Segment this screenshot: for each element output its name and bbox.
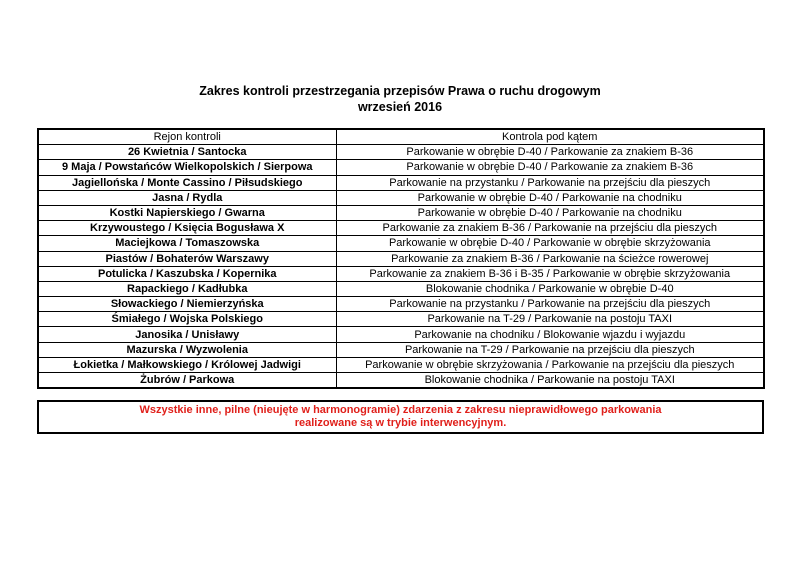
table-row (38, 266, 764, 281)
intervention-notice-box (37, 400, 764, 434)
control-cell: Parkowanie na T-29 / Parkowanie na postoju TAXI (336, 312, 764, 327)
area-cell: Śmiałego / Wojska Polskiego (38, 312, 336, 327)
area-cell: Kostki Napierskiego / Gwarna (38, 205, 336, 220)
table-row (38, 327, 764, 342)
control-cell: Parkowanie na T-29 / Parkowanie na przejściu dla pieszych (336, 342, 764, 357)
control-cell: Parkowanie na przystanku / Parkowanie na przejściu dla pieszych (336, 297, 764, 312)
area-cell: Łokietka / Małkowskiego / Królowej Jadwigi (38, 357, 336, 372)
area-cell: Piastów / Bohaterów Warszawy (38, 251, 336, 266)
control-schedule-table (37, 128, 765, 389)
area-cell: 9 Maja / Powstańców Wielkopolskich / Sierpowa (38, 160, 336, 175)
area-cell: Jagiellońska / Monte Cassino / Piłsudskiego (38, 175, 336, 190)
header-area: Rejon kontroli (38, 129, 336, 145)
table-row (38, 342, 764, 357)
notice-line-2: realizowane są w trybie interwencyjnym. (294, 417, 507, 429)
control-cell: Parkowanie na chodniku / Blokowanie wjazdu i wyjazdu (336, 327, 764, 342)
control-cell: Blokowanie chodnika / Parkowanie na postoju TAXI (336, 373, 764, 389)
area-cell: 26 Kwietnia / Santocka (38, 145, 336, 160)
area-cell: Potulicka / Kaszubska / Kopernika (38, 266, 336, 281)
table-row (38, 312, 764, 327)
table-row (38, 221, 764, 236)
area-cell: Słowackiego / Niemierzyńska (38, 297, 336, 312)
table-row (38, 357, 764, 372)
table-row (38, 281, 764, 296)
control-cell: Parkowanie w obrębie D-40 / Parkowanie za znakiem B-36 (336, 160, 764, 175)
control-cell: Parkowanie w obrębie D-40 / Parkowanie w obrębie skrzyżowania (336, 236, 764, 251)
area-cell: Mazurska / Wyzwolenia (38, 342, 336, 357)
area-cell: Maciejkowa / Tomaszowska (38, 236, 336, 251)
area-cell: Żubrów / Parkowa (38, 373, 336, 389)
control-cell: Parkowanie za znakiem B-36 / Parkowanie na ścieżce rowerowej (336, 251, 764, 266)
table-row (38, 145, 764, 160)
table-row (38, 251, 764, 266)
control-cell: Parkowanie za znakiem B-36 / Parkowanie na przejściu dla pieszych (336, 221, 764, 236)
notice-line-1: Wszystkie inne, pilne (nieujęte w harmonogramie) zdarzenia z zakresu nieprawidłowego parkowania (139, 404, 662, 416)
table-row (38, 190, 764, 205)
table-header-row (38, 129, 764, 145)
control-cell: Parkowanie w obrębie D-40 / Parkowanie na chodniku (336, 205, 764, 220)
table-row (38, 175, 764, 190)
area-cell: Krzywoustego / Księcia Bogusława X (38, 221, 336, 236)
control-cell: Parkowanie za znakiem B-36 i B-35 / Parkowanie w obrębie skrzyżowania (336, 266, 764, 281)
table-row (38, 160, 764, 175)
table-row (38, 236, 764, 251)
document-title: Zakres kontroli przestrzegania przepisów Prawa o ruchu drogowym (199, 84, 601, 98)
control-cell: Blokowanie chodnika / Parkowanie w obrębie D-40 (336, 281, 764, 296)
area-cell: Janosika / Unisławy (38, 327, 336, 342)
document-subtitle-date: wrzesień 2016 (357, 100, 443, 114)
area-cell: Rapackiego / Kadłubka (38, 281, 336, 296)
control-cell: Parkowanie w obrębie D-40 / Parkowanie za znakiem B-36 (336, 145, 764, 160)
table-row (38, 205, 764, 220)
area-cell: Jasna / Rydla (38, 190, 336, 205)
control-cell: Parkowanie w obrębie D-40 / Parkowanie na chodniku (336, 190, 764, 205)
header-control-focus: Kontrola pod kątem (336, 129, 764, 145)
table-row (38, 297, 764, 312)
table-row (38, 373, 764, 389)
control-cell: Parkowanie w obrębie skrzyżowania / Parkowanie na przejściu dla pieszych (336, 357, 764, 372)
control-cell: Parkowanie na przystanku / Parkowanie na przejściu dla pieszych (336, 175, 764, 190)
